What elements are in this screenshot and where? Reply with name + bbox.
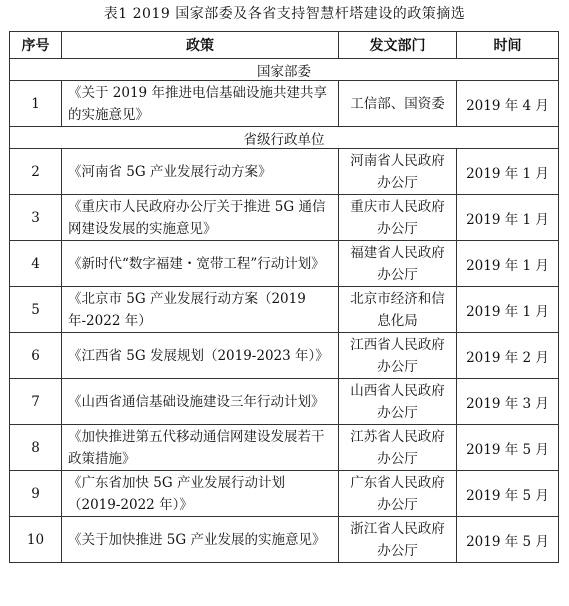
- table-row: [10, 471, 559, 517]
- row-date: 2019 年 5 月: [457, 471, 559, 517]
- row-num: 10: [10, 517, 62, 563]
- group-row-national: [10, 59, 559, 81]
- group-label: 国家部委: [10, 59, 559, 81]
- row-date: 2019 年 1 月: [457, 195, 559, 241]
- row-date: 2019 年 4 月: [457, 81, 559, 127]
- header-dept: 发文部门: [339, 32, 457, 59]
- row-dept: 工信部、国资委: [339, 81, 457, 127]
- row-num: 2: [10, 149, 62, 195]
- table-row: [10, 333, 559, 379]
- row-dept: 江西省人民政府办公厅: [339, 333, 457, 379]
- row-dept: 重庆市人民政府办公厅: [339, 195, 457, 241]
- row-num: 6: [10, 333, 62, 379]
- row-dept: 山西省人民政府办公厅: [339, 379, 457, 425]
- row-policy: 《广东省加快 5G 产业发展行动计划（2019-2022 年）》: [62, 471, 339, 517]
- row-num: 4: [10, 241, 62, 287]
- row-num: 3: [10, 195, 62, 241]
- header-row: [10, 32, 559, 59]
- row-num: 5: [10, 287, 62, 333]
- row-policy: 《加快推进第五代移动通信网建设发展若干政策措施》: [62, 425, 339, 471]
- group-row-provincial: [10, 127, 559, 149]
- row-dept: 江苏省人民政府办公厅: [339, 425, 457, 471]
- row-policy: 《河南省 5G 产业发展行动方案》: [62, 149, 339, 195]
- header-policy: 政策: [62, 32, 339, 59]
- row-policy: 《重庆市人民政府办公厅关于推进 5G 通信网建设发展的实施意见》: [62, 195, 339, 241]
- table-caption: 表1 2019 国家部委及各省支持智慧杆塔建设的政策摘选: [103, 6, 466, 22]
- row-date: 2019 年 3 月: [457, 379, 559, 425]
- row-dept: 河南省人民政府办公厅: [339, 149, 457, 195]
- header-date: 时间: [457, 32, 559, 59]
- row-num: 9: [10, 471, 62, 517]
- row-dept: 福建省人民政府办公厅: [339, 241, 457, 287]
- policy-table: [9, 31, 559, 563]
- row-num: 8: [10, 425, 62, 471]
- group-label: 省级行政单位: [10, 127, 559, 149]
- row-date: 2019 年 5 月: [457, 425, 559, 471]
- row-date: 2019 年 2 月: [457, 333, 559, 379]
- row-dept: 北京市经济和信息化局: [339, 287, 457, 333]
- row-dept: 浙江省人民政府办公厅: [339, 517, 457, 563]
- row-policy: 《关于加快推进 5G 产业发展的实施意见》: [62, 517, 339, 563]
- table-row: [10, 149, 559, 195]
- row-num: 7: [10, 379, 62, 425]
- row-policy: 《新时代“数字福建・宽带工程”行动计划》: [62, 241, 339, 287]
- row-policy: 《关于 2019 年推进电信基础设施共建共享的实施意见》: [62, 81, 339, 127]
- row-policy: 《江西省 5G 发展规划（2019-2023 年）》: [62, 333, 339, 379]
- row-date: 2019 年 1 月: [457, 241, 559, 287]
- table-row: [10, 81, 559, 127]
- table-row: [10, 241, 559, 287]
- table-row: [10, 517, 559, 563]
- row-policy: 《北京市 5G 产业发展行动方案（2019 年-2022 年）: [62, 287, 339, 333]
- table-row: [10, 425, 559, 471]
- row-date: 2019 年 1 月: [457, 149, 559, 195]
- row-date: 2019 年 5 月: [457, 517, 559, 563]
- row-policy: 《山西省通信基础设施建设三年行动计划》: [62, 379, 339, 425]
- row-num: 1: [10, 81, 62, 127]
- table-row: [10, 195, 559, 241]
- header-num: 序号: [10, 32, 62, 59]
- row-dept: 广东省人民政府办公厅: [339, 471, 457, 517]
- row-date: 2019 年 1 月: [457, 287, 559, 333]
- table-row: [10, 287, 559, 333]
- table-row: [10, 379, 559, 425]
